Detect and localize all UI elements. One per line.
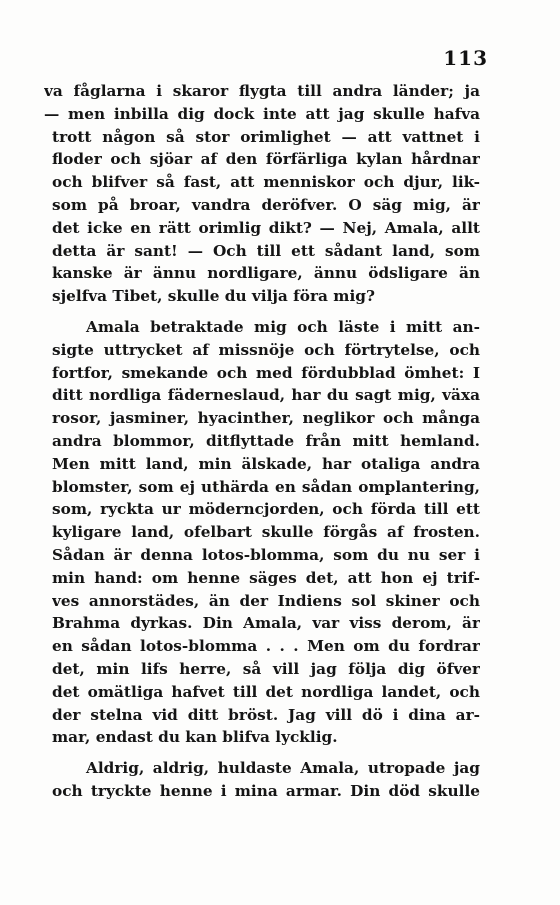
text-line: som, ryckta ur möderncjorden, och förda till ett (52, 500, 480, 519)
paragraph-1 (44, 80, 480, 308)
text-line: trott någon så stor orimlighet — att vattnet i (52, 127, 480, 146)
text-line: blomster, som ej uthärda en sådan omplantering, (52, 477, 480, 496)
text-line: Amala betraktade mig och läste i mitt an- (86, 317, 480, 336)
text-line: kanske är ännu nordligare, ännu ödsligare än (52, 264, 480, 283)
text-line: andra blommor, ditflyttade från mitt hemland. (52, 431, 480, 450)
text-line: ves annorstädes, än der Indiens sol skiner och (52, 591, 480, 610)
body-text (44, 80, 480, 803)
text-line: Men mitt land, min älskade, har otaliga andra (52, 454, 480, 473)
text-line: det icke en rätt orimlig dikt? — Nej, Amala, allt (52, 218, 480, 237)
text-line: — men inbilla dig dock inte att jag skulle hafva (44, 104, 480, 123)
text-line: fortfor, smekande och med fördubblad ömhet: I (52, 363, 480, 382)
text-line: det omätliga hafvet till det nordliga landet, och (52, 682, 480, 701)
text-line: som på broar, vandra deröfver. O säg mig, är (52, 195, 480, 214)
page-number: 113 (443, 46, 488, 70)
text-line: va fåglarna i skaror flygta till andra länder; ja (44, 82, 480, 100)
text-line: min hand: om henne säges det, att hon ej trif- (52, 568, 480, 587)
paragraph-3 (52, 757, 480, 803)
text-line: det, min lifs herre, så vill jag följa dig öfver (52, 659, 480, 678)
text-line: detta är sant! — Och till ett sådant land, som (52, 241, 480, 260)
text-line: och blifver så fast, att menniskor och djur, lik- (52, 173, 480, 192)
text-line: och tryckte henne i mina armar. Din död skulle (52, 781, 480, 800)
text-line: mar, endast du kan blifva lycklig. (52, 728, 338, 747)
text-line: der stelna vid ditt bröst. Jag vill dö i dina ar- (52, 705, 480, 724)
text-line: rosor, jasminer, hyacinther, neglikor och många (52, 409, 480, 428)
text-line: sjelfva Tibet, skulle du vilja föra mig? (52, 287, 375, 306)
text-line: floder och sjöar af den förfärliga kylan hårdnar (52, 150, 480, 169)
text-line: kyligare land, ofelbart skulle förgås af frosten. (52, 523, 480, 542)
text-line: en sådan lotos-blomma . . . Men om du fordrar (52, 637, 480, 656)
paragraph-2 (52, 316, 480, 749)
text-line: ditt nordliga fäderneslaud, har du sagt mig, växa (52, 386, 480, 405)
text-line: Aldrig, aldrig, huldaste Amala, utropade jag (86, 759, 480, 778)
text-line: Brahma dyrkas. Din Amala, var viss derom, är (52, 614, 480, 633)
text-line: Sådan är denna lotos-blomma, som du nu ser i (52, 545, 480, 564)
text-line: sigte uttrycket af missnöje och förtrytelse, och (52, 340, 480, 359)
